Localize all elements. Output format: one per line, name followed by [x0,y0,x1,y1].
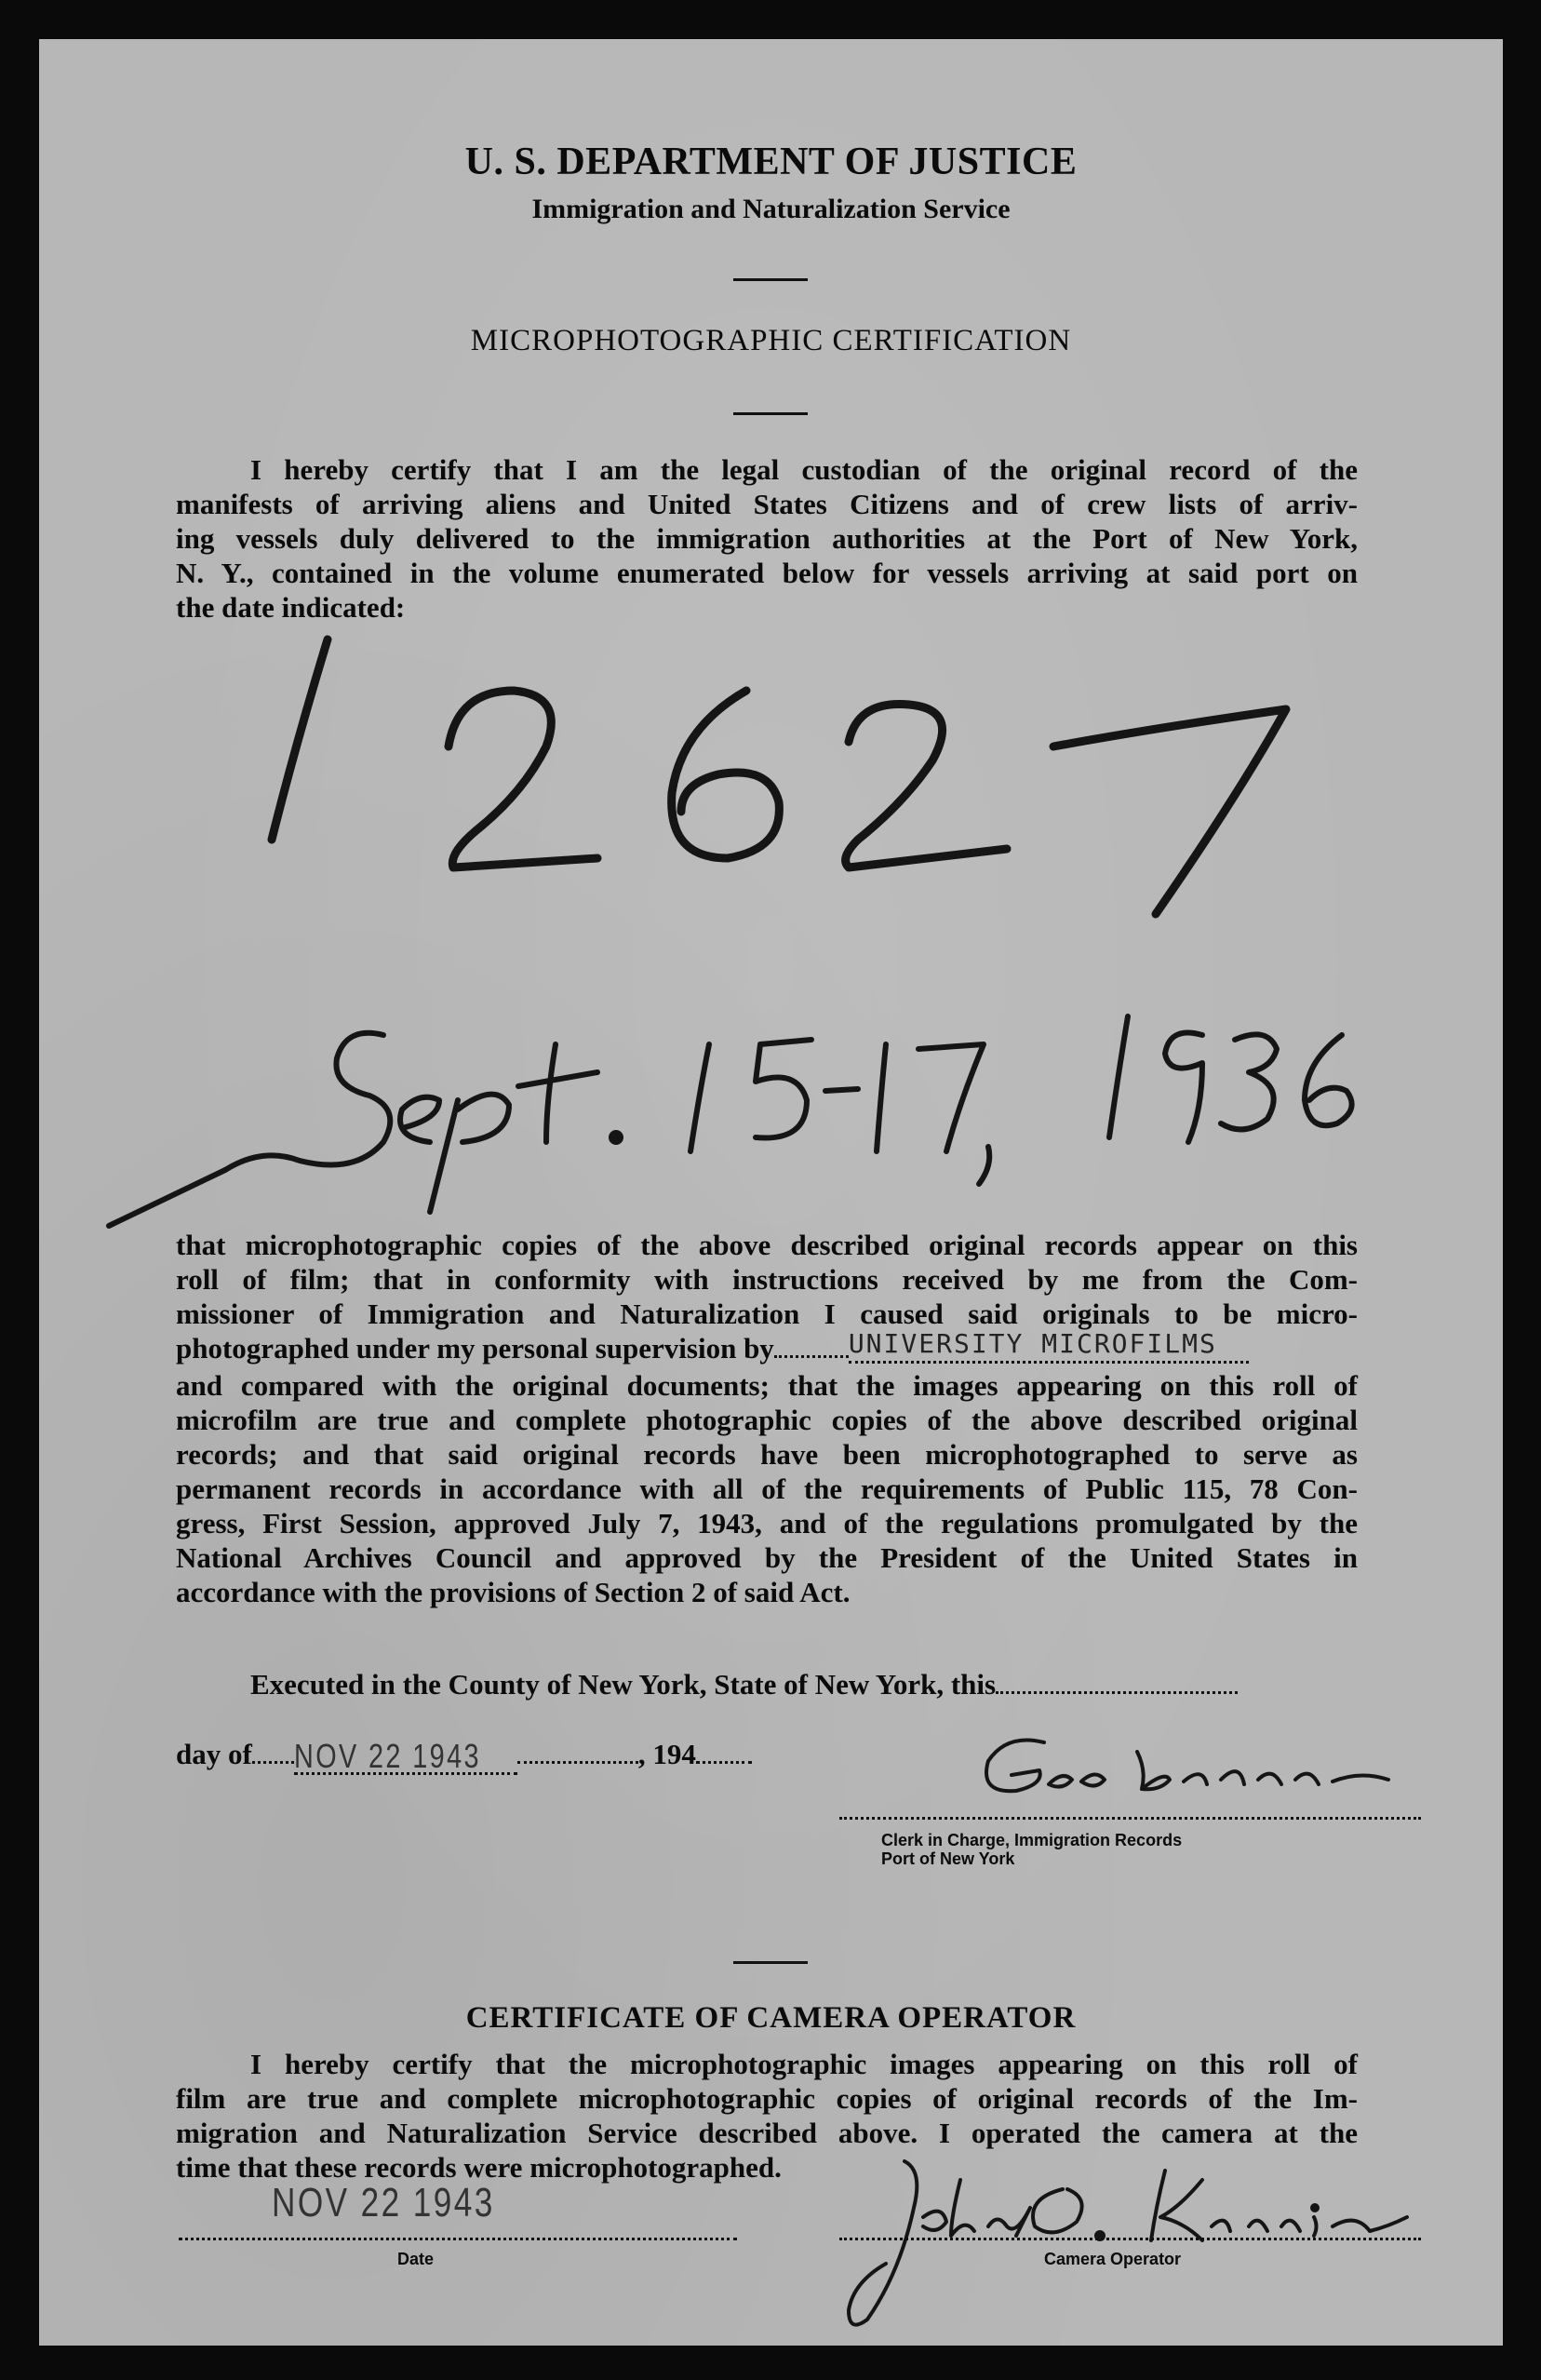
day-of-label: day of [176,1738,252,1770]
day-of-line [176,1733,752,1775]
clerk-title-line1: Clerk in Charge, Immigration Records [881,1831,1183,1849]
dotted-fill [996,1691,1238,1694]
executed-line [250,1668,1238,1701]
body-paragraph [176,1228,1358,1609]
dotted-fill [696,1761,752,1764]
camera-operator-label: Camera Operator [1044,2250,1182,2268]
paragraph-line: time that these records were microphotographed. [176,2151,782,2184]
certificate-page [39,39,1503,2346]
paragraph-line: ing vessels duly delivered to the immigration authorities at the Port of New York, [176,522,1358,555]
paragraph-line: and compared with the original documents; that the images appearing on this roll of [176,1369,1358,1402]
paragraph-line: manifests of arriving aliens and United States Citizens and of crew lists of arriv- [176,488,1358,520]
dotted-fill [774,1355,849,1358]
dotted-fill [517,1761,638,1764]
paragraph-line: records; and that said original records have been microphotographed to serve as [176,1438,1358,1471]
paragraph-line: the date indicated: [176,591,406,624]
paragraph-line: accordance with the provisions of Section 2 of said Act. [176,1576,851,1608]
camera-operator-title: CERTIFICATE OF CAMERA OPERATOR [465,2001,1077,2035]
paragraph-line: National Archives Council and approved by the President of the United States in [176,1541,1358,1574]
agency-title: U. S. DEPARTMENT OF JUSTICE [464,141,1078,183]
camera-stamped-date: NOV 22 1943 [272,2180,495,2225]
date-line [179,2238,737,2240]
paragraph-line: migration and Naturalization Service described above. I operated the camera at the [176,2117,1358,2149]
divider [733,1961,808,1964]
supervision-line [176,1328,1358,1368]
date-label: Date [397,2250,435,2268]
sub-agency-title: Immigration and Naturalization Service [531,194,1011,224]
clerk-signature [923,1724,1444,1826]
paragraph-line: I hereby certify that I am the legal custodian of the original record of the [250,453,1358,486]
operator-signature [811,2143,1444,2338]
operator-signature-line [839,2238,1421,2240]
signature-line [839,1817,1421,1820]
executed-text: Executed in the County of New York, State of New York, this [250,1668,997,1701]
paragraph-line: gress, First Session, approved July 7, 1943, and of the regulations promulgated by the [176,1507,1358,1540]
dotted-fill [252,1761,294,1764]
paragraph-line: microfilm are true and complete photographic copies of the above described original [176,1404,1358,1436]
certification-title: MICROPHOTOGRAPHIC CERTIFICATION [470,324,1072,357]
stamped-date: NOV 22 1943 [293,1737,481,1775]
year-prefix: , 194 [637,1738,696,1770]
clerk-title-line2: Port of New York [881,1849,1015,1868]
paragraph-line: missioner of Immigration and Naturalization I caused said originals to be micro- [176,1298,1358,1330]
handwritten-date-range [39,39,1503,1249]
paragraph-line: roll of film; that in conformity with instructions received by me from the Com- [176,1263,1358,1296]
paragraph-line: film are true and complete microphotographic copies of original records of the Im- [176,2082,1358,2115]
supervision-value-stamp: UNIVERSITY MICROFILMS [849,1326,1249,1364]
paragraph-line: I hereby certify that the microphotographic images appearing on this roll of [250,2048,1358,2080]
stamped-date-field [294,1733,517,1775]
paragraph-line: that microphotographic copies of the above described original records appear on this [176,1229,1358,1261]
paragraph-line: N. Y., contained in the volume enumerated below for vessels arriving at said port on [176,557,1358,589]
supervision-prefix: photographed under my personal supervision by [176,1332,774,1365]
paragraph-line: permanent records in accordance with all of the requirements of Public 115, 78 Con- [176,1472,1358,1505]
